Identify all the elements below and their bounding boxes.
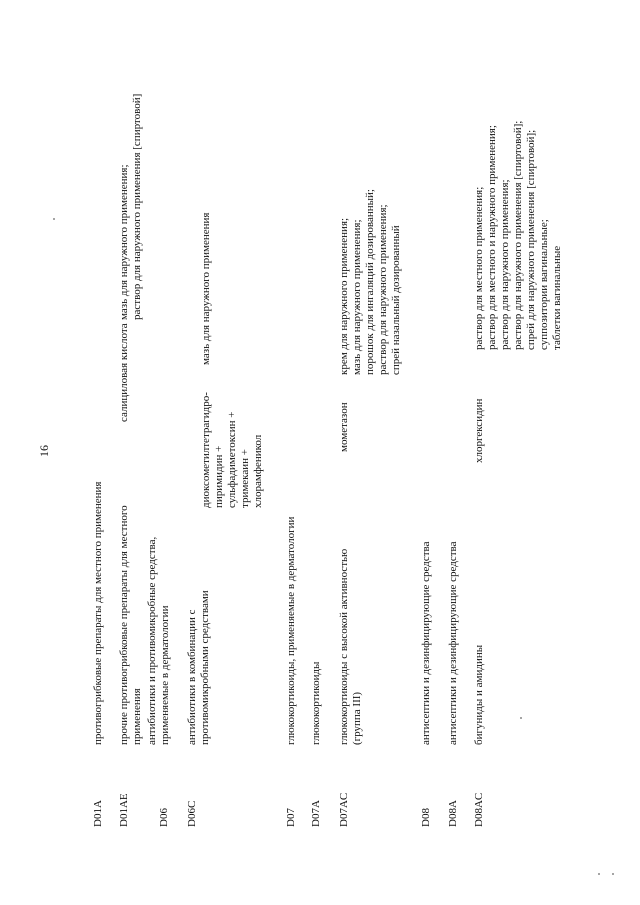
drug-inn: хлоргексидин	[473, 398, 485, 463]
atc-group-name: прочие противогрибковые препараты для местного применения	[118, 505, 143, 745]
atc-group-name: противогрибковые препараты для местного применения	[92, 481, 104, 745]
atc-group-name: глюкокортикоиды, применяемые в дерматологии	[285, 516, 297, 745]
atc-group-name: антибиотики в комбинации с противомикробными средствами	[186, 590, 211, 745]
atc-group-name: антибиотики и противомикробные средства, применяемые в дерматологии	[146, 536, 171, 745]
dosage-forms: раствор для местного применения; раствор для местного и наружного применения; раствор для наружного применения; раствор для наружного применения [спиртовой]; спрей для наружного применения [спиртовой]; суппозитории вагинальные; таблетки вагинальные	[473, 120, 563, 350]
atc-group-name: бигуниды и амидины	[473, 644, 485, 745]
atc-code: D06C	[186, 800, 198, 827]
page-number: 16	[37, 445, 51, 457]
atc-code: D08A	[447, 800, 459, 827]
atc-group-name: антисептики и дезинфицирующие средства	[447, 541, 459, 745]
dosage-forms: мазь для наружного применения; раствор для наружного применения [спиртовой]	[118, 93, 143, 320]
dosage-forms: крем для наружного применения; мазь для наружного применения; порошок для ингаляций дозированный; раствор для наружного применения; спрей назальный дозированный	[338, 189, 402, 375]
atc-code: D07A	[310, 800, 322, 827]
atc-code: D07AC	[338, 792, 350, 827]
drug-inn: салициловая кислота	[118, 323, 130, 422]
dosage-forms: мазь для наружного применения	[200, 212, 212, 365]
atc-code: D01A	[92, 800, 104, 827]
scan-speck	[53, 218, 55, 220]
atc-code: D06	[158, 808, 170, 827]
drug-inn: мометазон	[338, 402, 350, 452]
atc-code: D07	[285, 808, 297, 827]
atc-code: D08	[420, 808, 432, 827]
drug-inn: диоксометилтетрагидро-пиримидин + сульфадиметоксин + тримекаин + хлорамфеникол	[200, 392, 264, 508]
scan-speck	[520, 717, 522, 719]
atc-group-name: глюкокортикоиды	[310, 661, 322, 745]
atc-group-name: глюкокортикоиды с высокой активностью (группа III)	[338, 548, 363, 745]
scan-speck	[598, 873, 600, 875]
scan-speck	[612, 873, 614, 875]
atc-code: D01AE	[118, 793, 130, 827]
atc-group-name: антисептики и дезинфицирующие средства	[420, 541, 432, 745]
atc-code: D08AC	[473, 792, 485, 827]
